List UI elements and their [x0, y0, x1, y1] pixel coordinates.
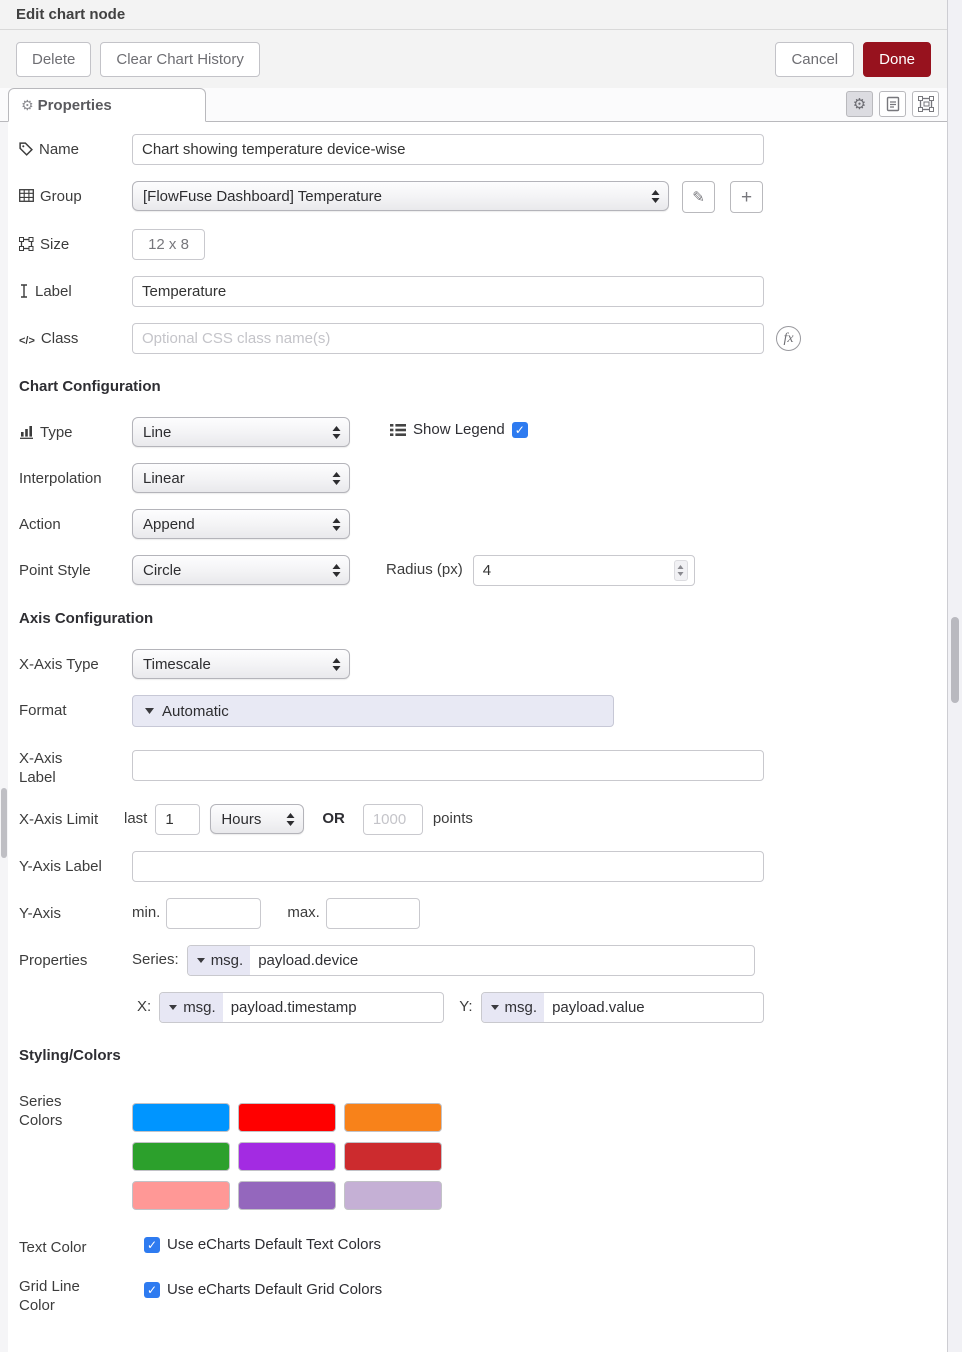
select-arrows-icon	[332, 426, 341, 439]
grid-color-checkbox-label: Use eCharts Default Grid Colors	[167, 1281, 383, 1298]
group-select[interactable]: [FlowFuse Dashboard] Temperature	[132, 181, 669, 211]
xy-spacer	[19, 992, 132, 998]
series-colors-row	[0, 1086, 947, 1210]
tray-header	[0, 0, 947, 30]
series-value[interactable]: payload.device	[258, 952, 359, 969]
series-typed-input[interactable]	[187, 945, 755, 976]
x-axis-type-label: X-Axis Type	[19, 656, 99, 673]
limit-points-text: points	[432, 810, 473, 827]
right-scrollbar-thumb[interactable]	[951, 617, 959, 703]
action-select[interactable]: Append	[132, 509, 350, 539]
point-style-select[interactable]: Circle	[132, 555, 350, 585]
text-color-label: Text Color	[19, 1239, 87, 1256]
series-type-selector[interactable]: msg.	[188, 946, 251, 975]
action-label: Action	[19, 516, 61, 533]
interpolation-select[interactable]: Linear	[132, 463, 350, 493]
format-label: Format	[19, 702, 67, 719]
text-color-row	[0, 1232, 947, 1257]
edit-group-button[interactable]	[682, 181, 715, 213]
name-row	[0, 134, 947, 165]
x-property-label: X:	[137, 998, 152, 1015]
axis-configuration-heading: Axis Configuration	[19, 610, 154, 627]
node-description-button[interactable]	[879, 91, 906, 117]
y-axis-row	[0, 898, 947, 929]
text-color-checkbox-group	[144, 1232, 381, 1253]
selection-box-icon	[918, 96, 934, 112]
resize-icon	[19, 237, 34, 251]
node-appearance-button[interactable]	[912, 91, 939, 117]
right-scrollbar[interactable]	[948, 0, 962, 1352]
x-type-selector[interactable]: msg.	[160, 993, 223, 1022]
show-legend-group	[390, 417, 528, 438]
styling-colors-heading: Styling/Colors	[19, 1047, 121, 1064]
tab-properties-label: Properties	[37, 96, 112, 114]
left-scrollbar-thumb[interactable]	[1, 788, 7, 858]
caret-down-icon	[197, 958, 205, 963]
series-label: Series:	[132, 951, 179, 968]
type-label: Type	[19, 417, 132, 442]
series-color-5[interactable]	[238, 1142, 336, 1171]
x-axis-label-row	[0, 743, 947, 787]
chart-configuration-heading: Chart Configuration	[19, 378, 161, 395]
select-arrows-icon	[332, 518, 341, 531]
label-label: Label	[19, 276, 132, 301]
done-button[interactable]: Done	[863, 42, 931, 77]
cancel-button[interactable]: Cancel	[775, 42, 854, 77]
gear-icon: ⚙	[21, 96, 34, 113]
format-dropdown[interactable]: Automatic	[132, 695, 614, 727]
x-axis-type-select[interactable]: Timescale	[132, 649, 350, 679]
show-legend-checkbox[interactable]	[512, 422, 528, 438]
text-cursor-icon	[19, 284, 29, 298]
select-arrows-icon	[332, 658, 341, 671]
point-style-row	[0, 555, 947, 586]
select-arrows-icon	[651, 190, 660, 203]
select-arrows-icon	[332, 472, 341, 485]
caret-down-icon	[169, 1005, 177, 1010]
delete-button[interactable]: Delete	[16, 42, 91, 77]
series-color-2[interactable]	[238, 1103, 336, 1132]
text-color-checkbox-label: Use eCharts Default Text Colors	[167, 1236, 381, 1253]
gear-icon: ⚙	[852, 96, 867, 113]
x-axis-limit-row	[0, 804, 947, 835]
series-color-4[interactable]	[132, 1142, 230, 1171]
node-settings-button[interactable]	[846, 91, 873, 117]
class-input[interactable]	[132, 323, 764, 354]
select-arrows-icon	[332, 564, 341, 577]
x-axis-label-input[interactable]	[132, 750, 764, 781]
group-row	[0, 181, 947, 213]
size-button[interactable]: 12 x 8	[132, 229, 205, 260]
name-label: Name	[19, 134, 132, 159]
code-icon: </>	[19, 335, 35, 347]
grid-color-checkbox[interactable]	[144, 1282, 160, 1298]
plus-icon: +	[740, 186, 753, 208]
series-color-8[interactable]	[238, 1181, 336, 1210]
tab-properties[interactable]	[8, 88, 206, 122]
group-label: Group	[19, 181, 132, 206]
y-type-selector[interactable]: msg.	[482, 993, 545, 1022]
y-axis-label-label: Y-Axis Label	[19, 858, 102, 875]
dialog-title: Edit chart node	[16, 6, 126, 23]
limit-value-input[interactable]	[155, 804, 200, 835]
limit-unit-select[interactable]: Hours	[210, 804, 304, 834]
text-color-checkbox[interactable]	[144, 1237, 160, 1253]
size-label: Size	[19, 229, 132, 254]
y-property-label: Y:	[459, 998, 473, 1015]
x-typed-input[interactable]	[159, 992, 444, 1023]
limit-last-text: last	[124, 810, 148, 827]
type-row	[0, 417, 947, 447]
series-color-6[interactable]	[344, 1142, 442, 1171]
show-legend-label: Show Legend	[413, 421, 505, 438]
y-axis-min-label: min.	[132, 904, 161, 921]
x-value[interactable]: payload.timestamp	[230, 999, 357, 1016]
series-property-row	[0, 945, 947, 976]
series-color-3[interactable]	[344, 1103, 442, 1132]
y-axis-label-input[interactable]	[132, 851, 764, 882]
tag-icon	[19, 142, 33, 156]
series-colors-label: Series Colors	[19, 1093, 63, 1129]
type-select[interactable]: Line	[132, 417, 350, 447]
legend-list-icon	[390, 423, 406, 437]
toolbar-right-group	[775, 42, 931, 77]
pencil-icon: ✎	[692, 189, 705, 206]
interpolation-label: Interpolation	[19, 470, 102, 487]
grid-color-label: Grid Line Color	[19, 1278, 80, 1314]
clear-chart-history-button[interactable]: Clear Chart History	[100, 42, 260, 77]
xy-property-row	[0, 992, 947, 1023]
name-input[interactable]	[132, 134, 764, 165]
properties-panel	[0, 122, 947, 1315]
label-input[interactable]	[132, 276, 764, 307]
x-axis-type-row	[0, 649, 947, 679]
number-stepper-icon[interactable]	[674, 560, 688, 581]
label-row	[0, 276, 947, 307]
tab-bar	[0, 88, 947, 122]
add-group-button[interactable]	[730, 181, 763, 213]
select-arrows-icon	[286, 813, 295, 826]
y-axis-label: Y-Axis	[19, 905, 61, 922]
series-color-1[interactable]	[132, 1103, 230, 1132]
properties-label: Properties	[19, 952, 88, 969]
y-axis-min-input[interactable]	[166, 898, 261, 929]
limit-or-text: OR	[322, 810, 345, 827]
radius-input[interactable]	[473, 555, 695, 586]
caret-down-icon	[491, 1005, 499, 1010]
tray-toolbar	[0, 30, 947, 88]
point-style-label: Point Style	[19, 562, 91, 579]
action-row	[0, 509, 947, 539]
y-value[interactable]: payload.value	[552, 999, 645, 1016]
grid-color-checkbox-group	[144, 1271, 382, 1298]
series-color-9[interactable]	[344, 1181, 442, 1210]
y-typed-input[interactable]	[481, 992, 764, 1023]
tabbar-icon-buttons	[846, 91, 939, 121]
limit-points-input[interactable]	[363, 804, 423, 835]
radius-input-wrap	[473, 555, 695, 586]
size-row	[0, 229, 947, 260]
series-color-7[interactable]	[132, 1181, 230, 1210]
class-label: </> Class	[19, 323, 132, 351]
x-axis-limit-label: X-Axis Limit	[19, 811, 99, 828]
y-axis-max-input[interactable]	[326, 898, 420, 929]
document-icon	[886, 96, 900, 112]
series-color-swatches	[132, 1103, 442, 1210]
fx-button[interactable]: fx	[776, 326, 801, 351]
class-row	[0, 323, 947, 354]
y-axis-label-row	[0, 851, 947, 882]
interpolation-row	[0, 463, 947, 493]
y-axis-max-label: max.	[287, 904, 320, 921]
table-icon	[19, 189, 34, 202]
radius-label: Radius (px)	[386, 561, 463, 578]
bar-chart-icon	[19, 425, 34, 439]
x-axis-label-label: X-Axis Label	[19, 750, 63, 786]
caret-down-icon	[145, 708, 154, 714]
left-scrollbar[interactable]	[0, 122, 8, 1352]
format-row	[0, 695, 947, 727]
grid-color-row	[0, 1271, 947, 1315]
